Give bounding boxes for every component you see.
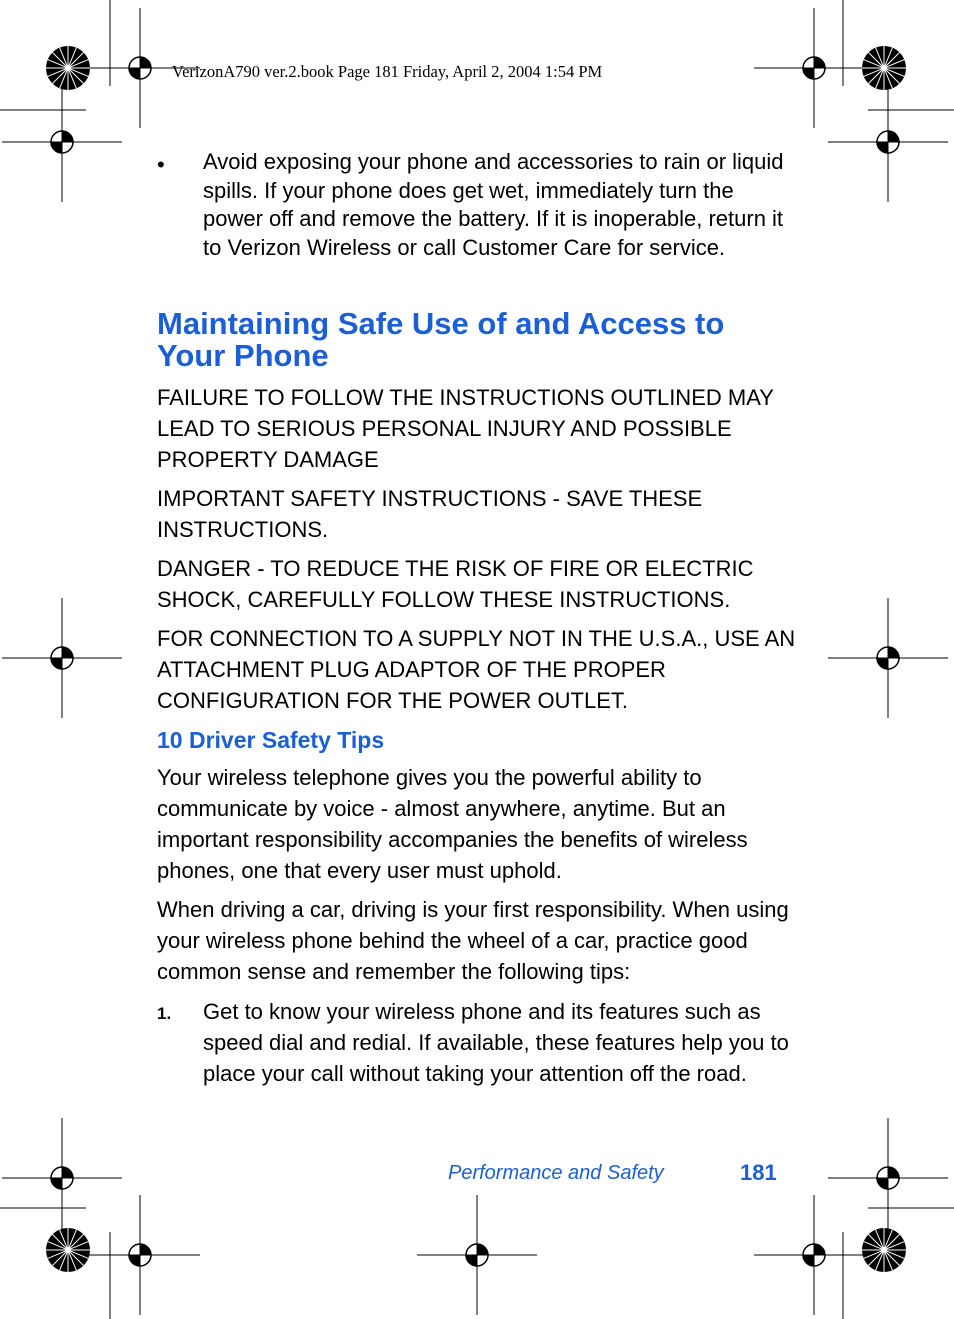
list-item-text: Get to know your wireless phone and its features such as speed dial and redial. If available, these features help you to place your call without taking your attention off the road. xyxy=(203,999,789,1086)
print-header: VerizonA790 ver.2.book Page 181 Friday, April 2, 2004 1:54 PM xyxy=(172,62,603,81)
bullet-icon: • xyxy=(157,152,165,177)
danger-paragraph: DANGER - TO REDUCE THE RISK OF FIRE OR ELECTRIC SHOCK, CAREFULLY FOLLOW THESE INSTRUCTIONS. xyxy=(157,556,754,612)
footer-section-label: Performance and Safety xyxy=(448,1162,664,1184)
intro-paragraph: Your wireless telephone gives you the powerful ability to communicate by voice - almost anywhere, anytime. But an important responsibility accompanies the benefits of wireless phones, one that every user must uphold. xyxy=(157,765,748,883)
bullet-text: Avoid exposing your phone and accessories to rain or liquid spills. If your phone does get wet, immediately turn the power off and remove the battery. If it is inoperable, return it to Verizon Wireless or call Customer Care for service. xyxy=(203,149,784,260)
connection-paragraph: FOR CONNECTION TO A SUPPLY NOT IN THE U.S.A., USE AN ATTACHMENT PLUG ADAPTOR OF THE PROPER CONFIGURATION FOR THE POWER OUTLET. xyxy=(157,626,796,713)
section-heading-line2: Your Phone xyxy=(157,338,329,373)
driving-paragraph: When driving a car, driving is your first responsibility. When using your wireless phone behind the wheel of a car, practice good common sense and remember the following tips: xyxy=(157,897,789,984)
subsection-heading: 10 Driver Safety Tips xyxy=(157,727,385,753)
list-item-number: 1. xyxy=(157,1004,172,1023)
warning-paragraph: FAILURE TO FOLLOW THE INSTRUCTIONS OUTLINED MAY LEAD TO SERIOUS PERSONAL INJURY AND POSSIBLE PROPERTY DAMAGE xyxy=(157,385,774,472)
safety-instructions-paragraph: IMPORTANT SAFETY INSTRUCTIONS - SAVE THESE INSTRUCTIONS. xyxy=(157,486,703,542)
section-heading-line1: Maintaining Safe Use of and Access to xyxy=(157,306,725,341)
page-number: 181 xyxy=(740,1160,777,1185)
section-heading xyxy=(157,308,797,372)
